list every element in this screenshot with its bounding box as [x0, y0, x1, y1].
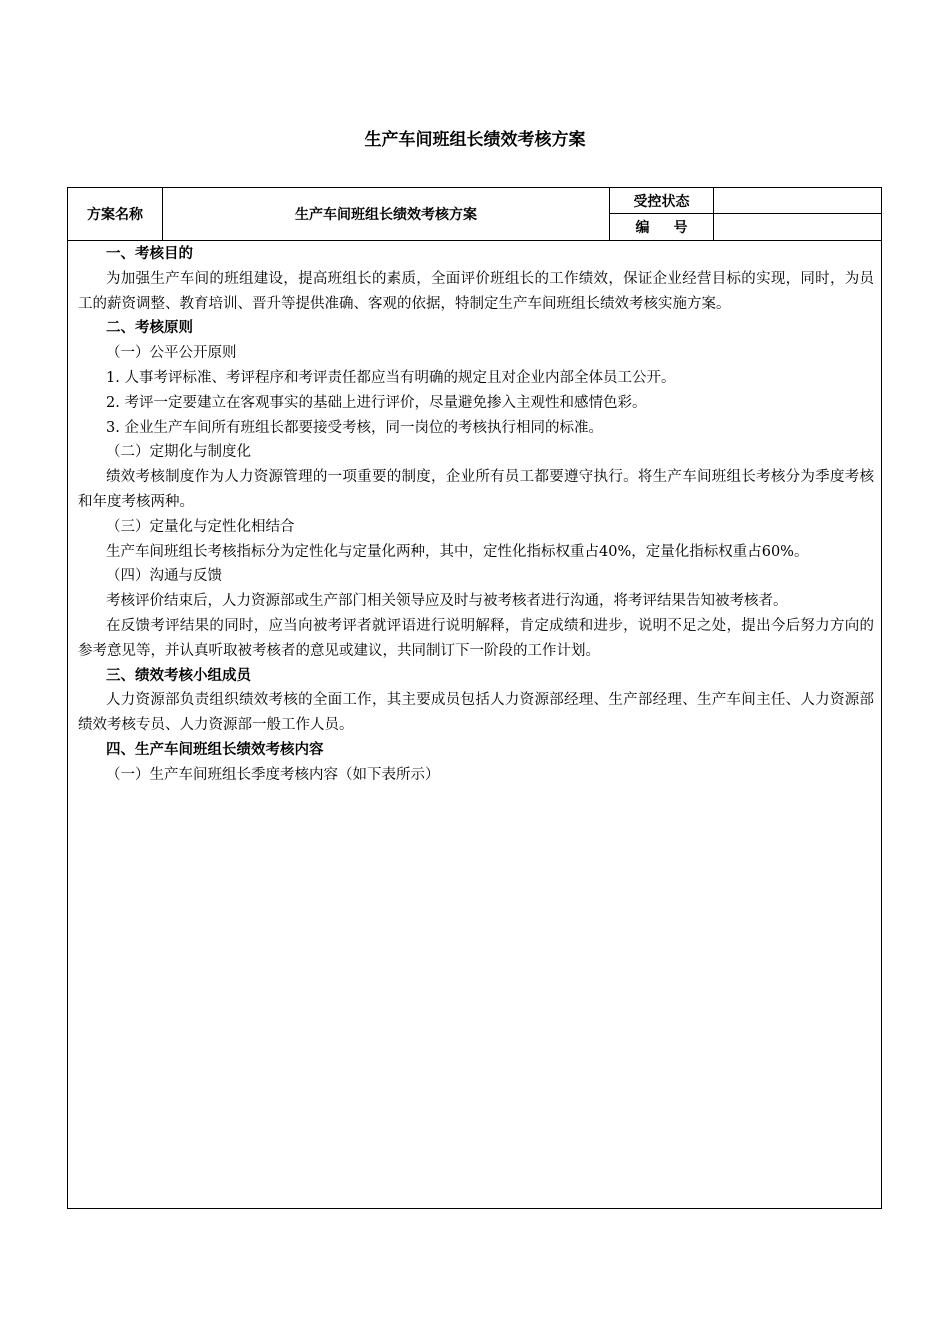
section-heading: 四、生产车间班组长绩效考核内容 [106, 741, 324, 758]
subsection-heading: （四）沟通与反馈 [106, 568, 222, 585]
plan-name-label: 方案名称 [68, 188, 163, 240]
list-item: 2. 考评一定要建立在客观事实的基础上进行评价，尽量避免掺入主观性和感情色彩。 [106, 394, 647, 411]
plan-name-value: 生产车间班组长绩效考核方案 [163, 188, 610, 240]
list-item: 1. 人事考评标准、考评程序和考评责任都应当有明确的规定且对企业内部全体员工公开。 [106, 369, 676, 386]
number-value [714, 214, 881, 240]
document-body [78, 242, 874, 788]
document-frame [67, 187, 882, 1209]
control-status-label: 受控状态 [610, 188, 714, 214]
header-table [68, 188, 881, 241]
subsection-heading: （一）公平公开原则 [106, 345, 237, 362]
subsection-heading: （三）定量化与定性化相结合 [106, 518, 295, 535]
section-heading: 二、考核原则 [106, 320, 193, 337]
paragraph: 绩效考核制度作为人力资源管理的一项重要的制度，企业所有员工都要遵守执行。将生产车间班组长考核分为季度考核和年度考核两种。 [78, 469, 874, 510]
paragraph: 生产车间班组长考核指标分为定性化与定量化两种，其中，定性化指标权重占40%，定量化指标权重占60%。 [106, 543, 809, 560]
subsection-heading: （二）定期化与制度化 [106, 444, 251, 461]
paragraph: 在反馈考评结果的同时，应当向被考评者就评语进行说明解释，肯定成绩和进步，说明不足之处，提出今后努力方向的参考意见等，并认真听取被考核者的意见或建议，共同制订下一阶段的工作计划。 [78, 617, 874, 659]
document-title: 生产车间班组长绩效考核方案 [364, 130, 586, 150]
control-status-value [714, 188, 881, 214]
paragraph: 人力资源部负责组织绩效考核的全面工作，其主要成员包括人力资源部经理、生产部经理、生产车间主任、人力资源部绩效考核专员、人力资源部一般工作人员。 [78, 692, 874, 734]
paragraph: 为加强生产车间的班组建设，提高班组长的素质，全面评价班组长的工作绩效，保证企业经营目标的实现，同时，为员工的薪资调整、教育培训、晋升等提供准确、客观的依据，特制定生产车间班组长绩效考核实施方案。 [78, 270, 874, 312]
subsection-heading: （一）生产车间班组长季度考核内容（如下表所示） [106, 766, 440, 783]
number-label: 编号 [610, 214, 714, 240]
list-item: 3. 企业生产车间所有班组长都要接受考核，同一岗位的考核执行相同的标准。 [106, 419, 603, 436]
section-heading: 一、考核目的 [106, 246, 193, 262]
paragraph: 考核评价结束后，人力资源部或生产部门相关领导应及时与被考核者进行沟通，将考评结果告知被考核者。 [106, 593, 788, 610]
section-heading: 三、绩效考核小组成员 [106, 667, 251, 684]
